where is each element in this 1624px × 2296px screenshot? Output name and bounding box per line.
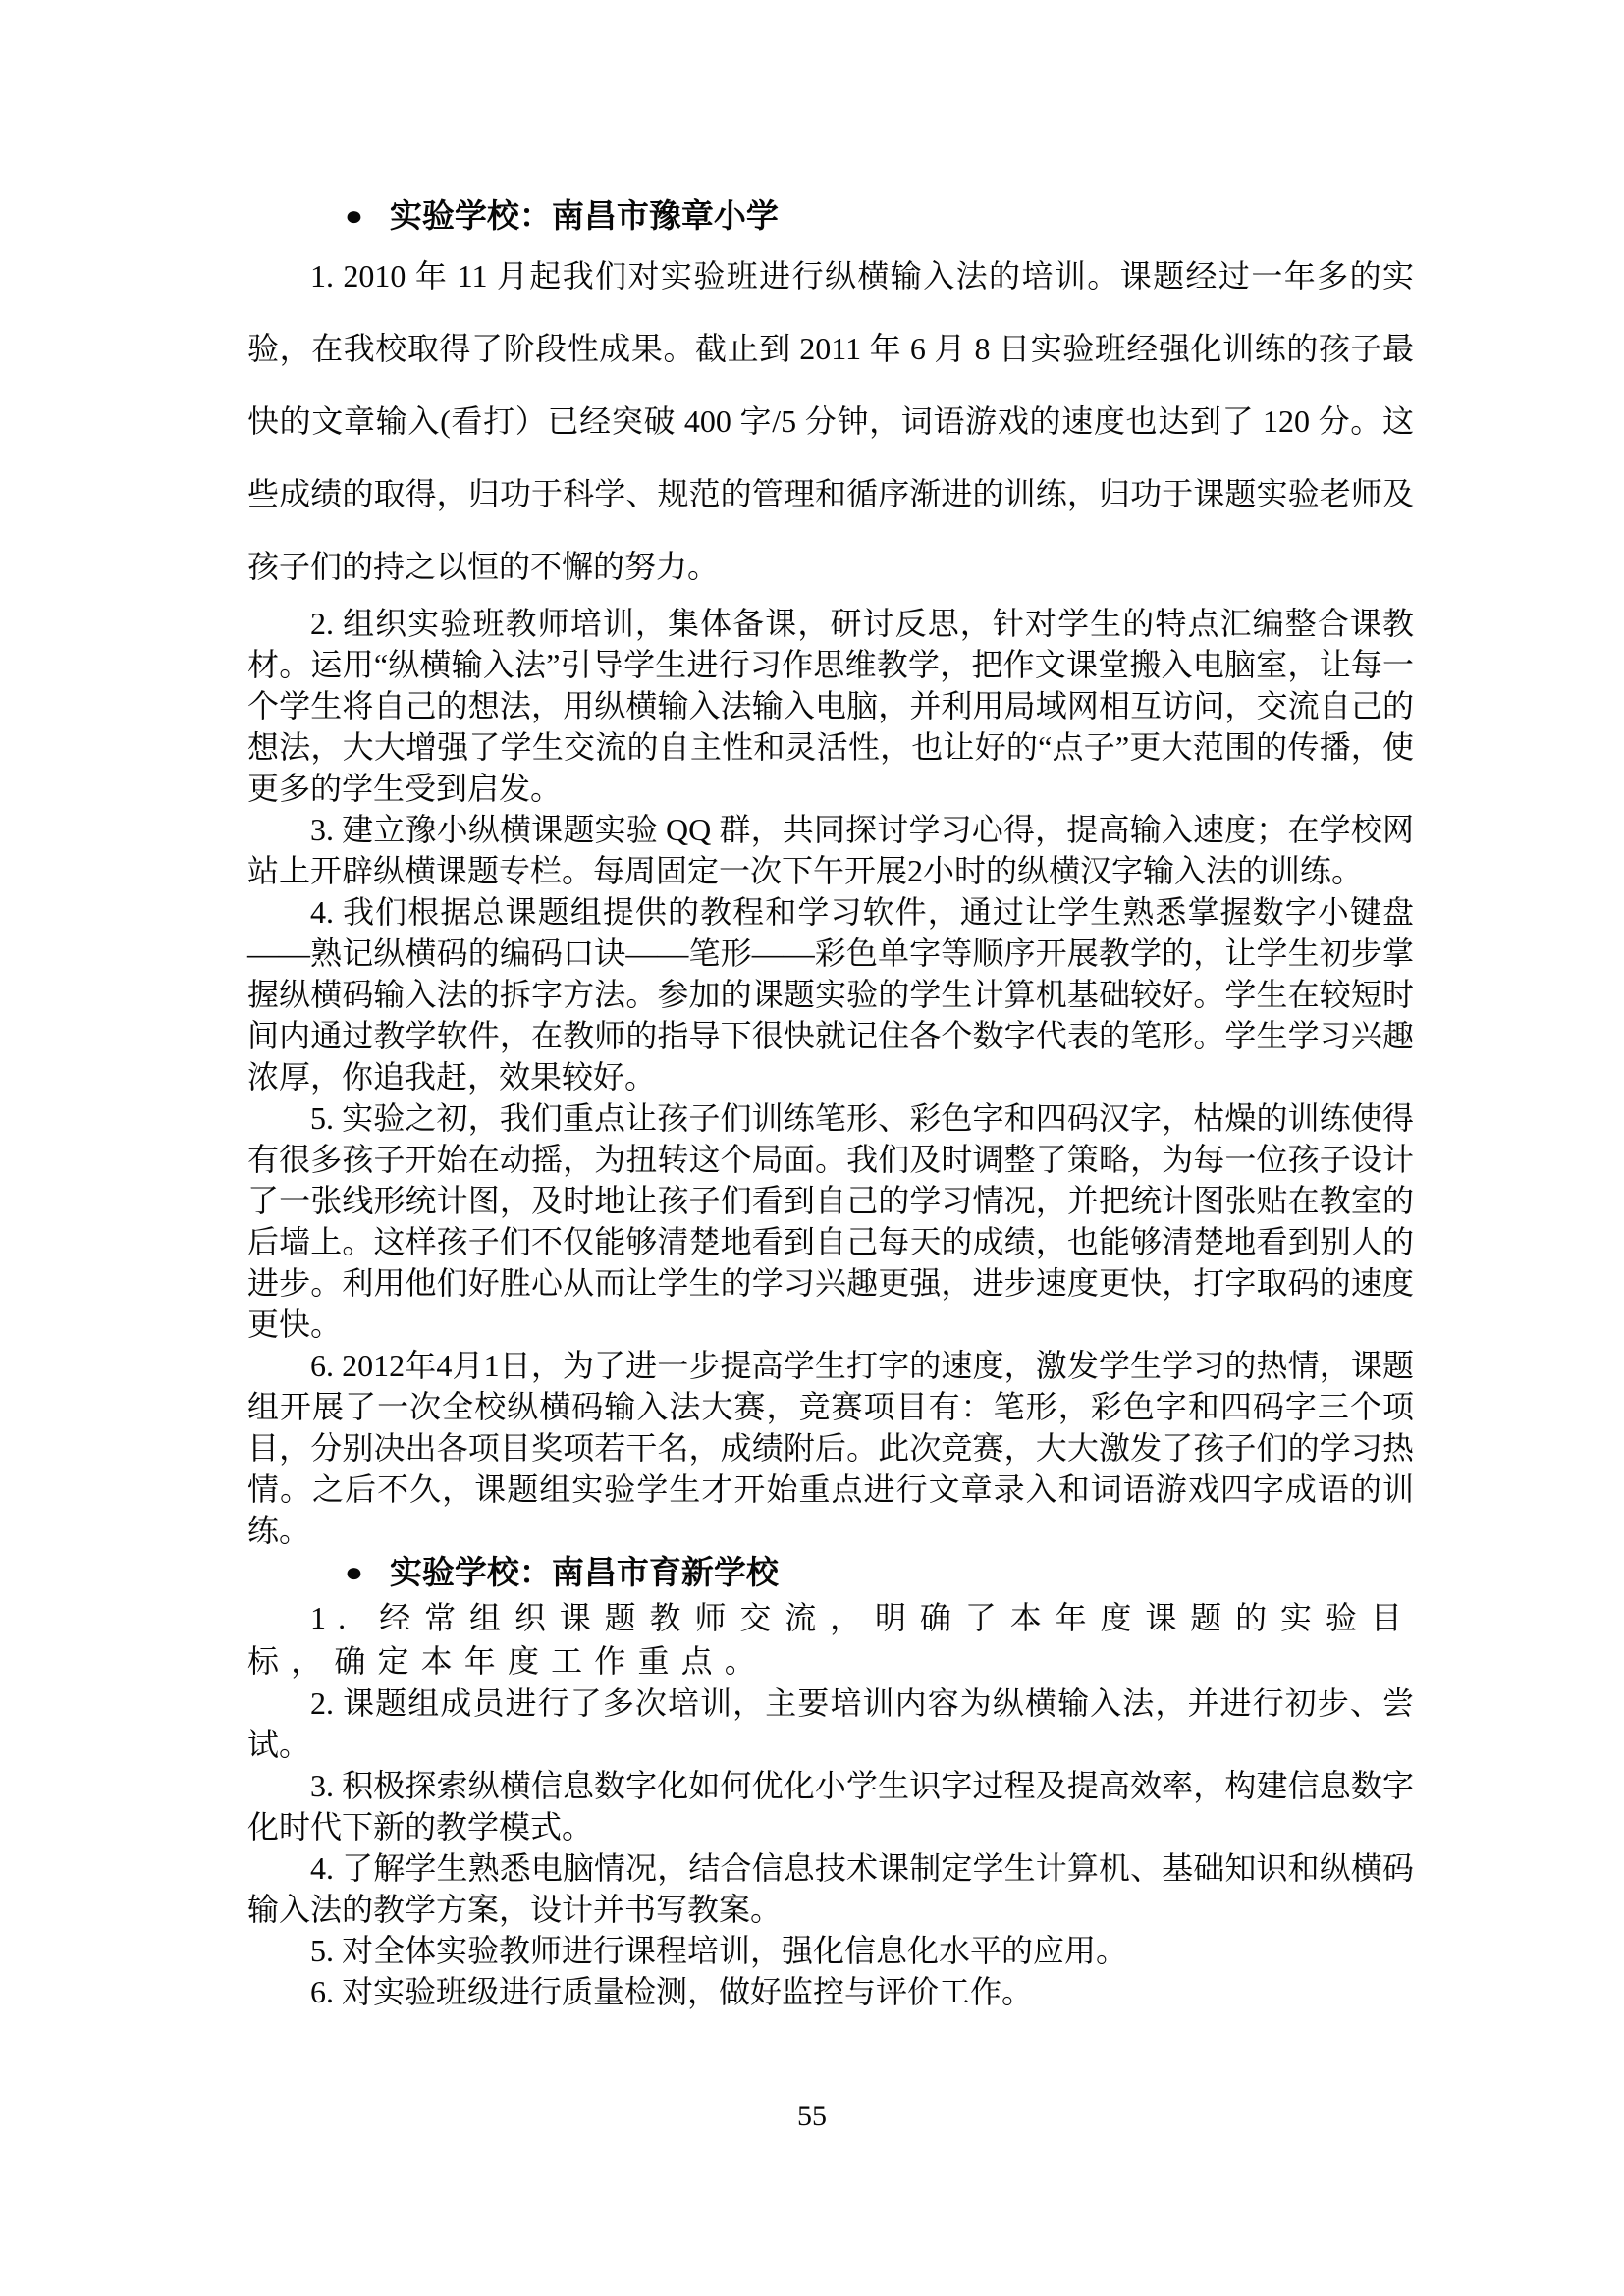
paragraph-s1-2: 2. 组织实验班教师培训，集体备课，研讨反思，针对学生的特点汇编整合课教材。运用“纵横输入法”引导学生进行习作思维教学，把作文课堂搬入电脑室，让每一个学生将自己的想法，用纵横输入法输入电脑，并利用局域网相互访问，交流自己的想法，大大增强了学生交流的自主性和灵活性，也让好的“点子”更大范围的传播，使更多的学生受到启发。: [247, 606, 1414, 806]
paragraph-s1-3: 3. 建立豫小纵横课题实验 QQ 群，共同探讨学习心得，提高输入速度；在学校网站上开辟纵横课题专栏。每周固定一次下午开展2小时的纵横汉字输入法的训练。: [247, 812, 1414, 888]
document-content: [247, 194, 1414, 2012]
paragraph-s1-1: 1. 2010 年 11 月起我们对实验班进行纵横输入法的培训。课题经过一年多的实验，在我校取得了阶段性成果。截止到 2011 年 6 月 8 日实验班经强化训练的孩子最快的文章输入(看打）已经突破 400 字/5 分钟，词语游戏的速度也达到了 120 分。这些成绩的取得，归功于科学、规范的管理和循序渐进的训练，归功于课题实验老师及孩子们的持之以恒的不懈的努力。: [247, 258, 1414, 584]
paragraph-s2-1: 1. 经常组织课题教师交流，明确了本年度课题的实验目标，确定本年度工作重点。: [247, 1600, 1414, 1679]
bullet-icon: ●: [344, 201, 364, 232]
paragraph-s2-6: 6. 对实验班级进行质量检测，做好监控与评价工作。: [310, 1974, 1034, 2009]
section-heading-yuxin: [247, 1551, 1414, 1596]
section-heading-text: 实验学校：南昌市育新学校: [389, 1556, 779, 1591]
paragraph-s2-5: 5. 对全体实验教师进行课程培训，强化信息化水平的应用。: [310, 1933, 1128, 1968]
paragraph-s1-4: 4. 我们根据总课题组提供的教程和学习软件，通过让学生熟悉掌握数字小键盘——熟记纵横码的编码口诀——笔形——彩色单字等顺序开展教学的，让学生初步掌握纵横码输入法的拆字方法。参加的课题实验的学生计算机基础较好。学生在较短时间内通过教学软件，在教师的指导下很快就记住各个数字代表的笔形。学生学习兴趣浓厚，你追我赶，效果较好。: [247, 894, 1414, 1095]
section-heading-text: 实验学校：南昌市豫章小学: [389, 199, 779, 235]
paragraph-s2-3: 3. 积极探索纵横信息数字化如何优化小学生识字过程及提高效率，构建信息数字化时代下新的教学模式。: [247, 1768, 1414, 1844]
paragraph-s1-5: 5. 实验之初，我们重点让孩子们训练笔形、彩色字和四码汉字，枯燥的训练使得有很多孩子开始在动摇，为扭转这个局面。我们及时调整了策略，为每一位孩子设计了一张线形统计图，及时地让孩子们看到自己的学习情况，并把统计图张贴在教室的后墙上。这样孩子们不仅能够清楚地看到自己每天的成绩，也能够清楚地看到别人的进步。利用他们好胜心从而让学生的学习兴趣更强，进步速度更快，打字取码的速度更快。: [247, 1100, 1414, 1342]
page-number: 55: [797, 2100, 827, 2132]
paragraph-s1-6: 6. 2012年4月1日，为了进一步提高学生打字的速度，激发学生学习的热情，课题组开展了一次全校纵横码输入法大赛，竞赛项目有：笔形，彩色字和四码字三个项目，分别决出各项目奖项若干名，成绩附后。此次竞赛，大大激发了孩子们的学习热情。之后不久，课题组实验学生才开始重点进行文章录入和词语游戏四字成语的训练。: [247, 1348, 1414, 1548]
bullet-icon: ●: [344, 1558, 364, 1588]
paragraph-s2-2: 2. 课题组成员进行了多次培训，主要培训内容为纵横输入法，并进行初步、尝试。: [247, 1685, 1414, 1762]
paragraph-s2-4: 4. 了解学生熟悉电脑情况，结合信息技术课制定学生计算机、基础知识和纵横码输入法的教学方案，设计并书写教案。: [247, 1850, 1414, 1927]
section-heading-yuzhang: [247, 194, 1414, 240]
